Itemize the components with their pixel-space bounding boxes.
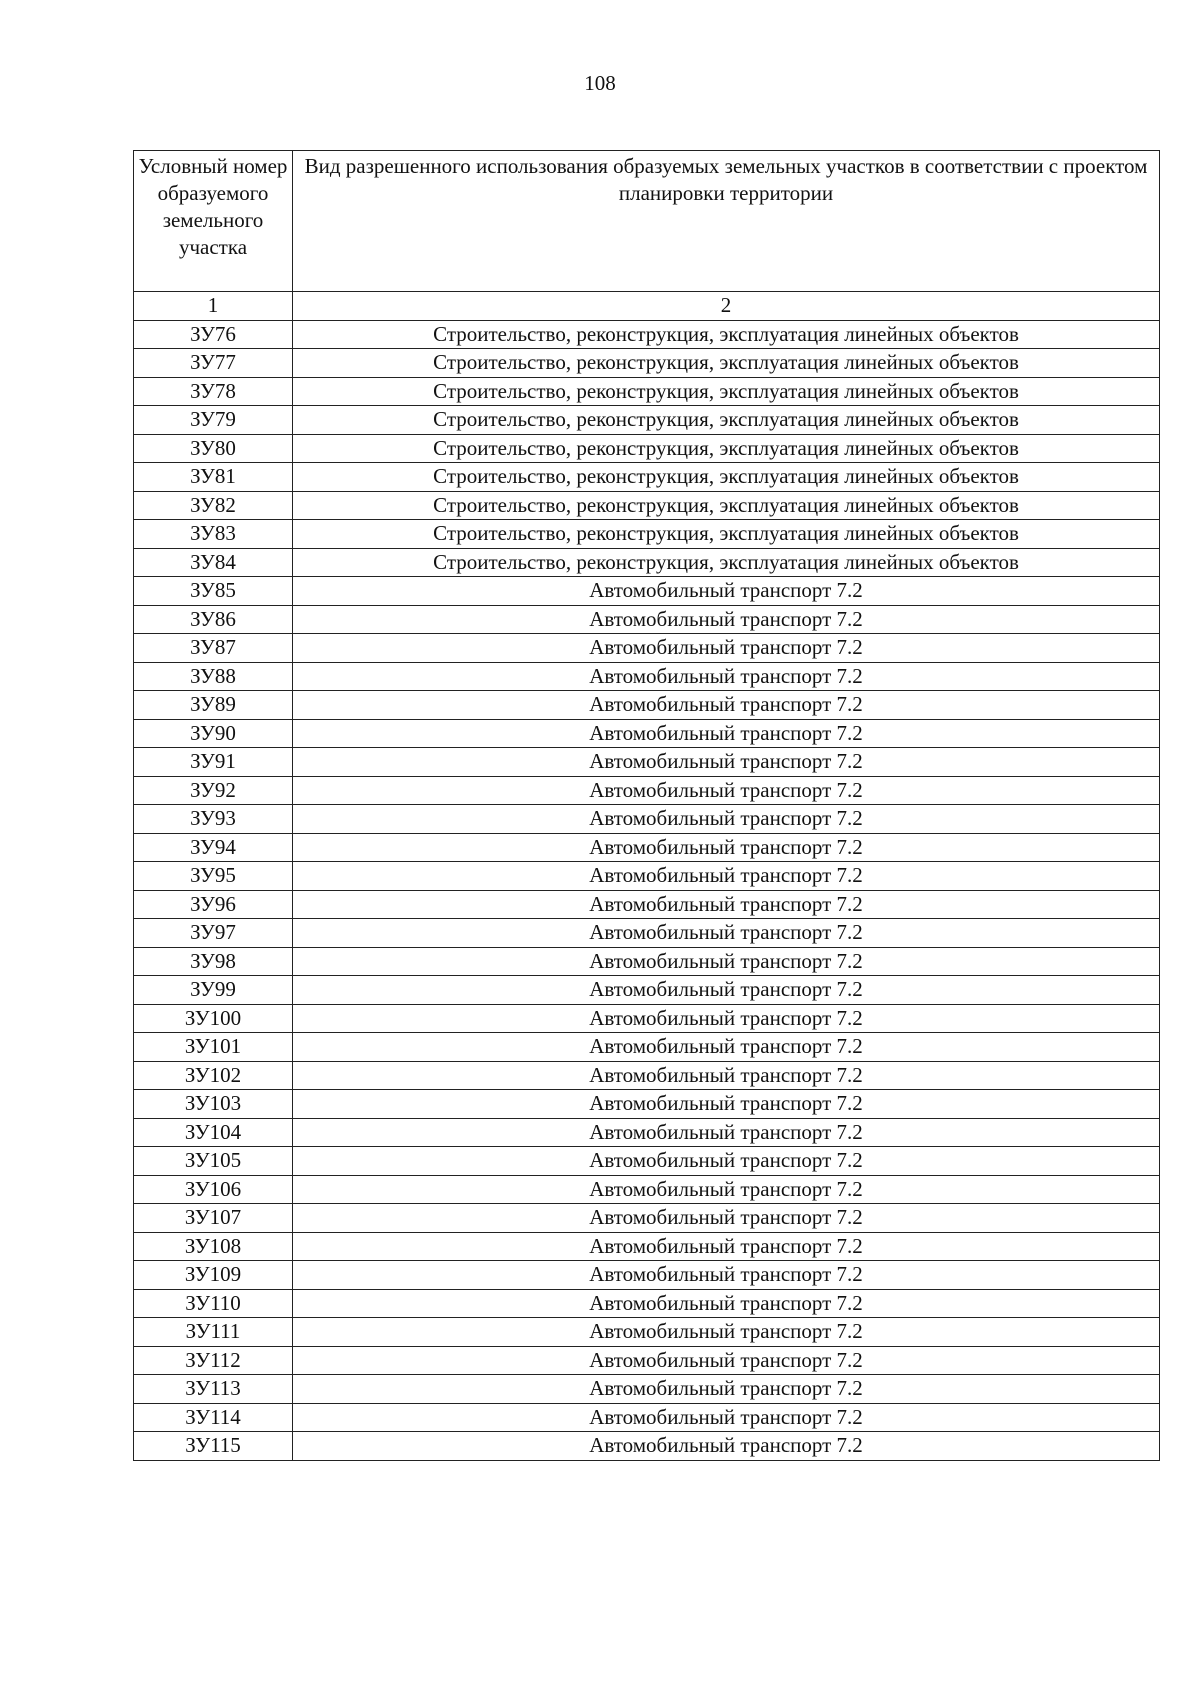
plot-number-cell: ЗУ89 (134, 691, 293, 720)
permitted-use-cell: Строительство, реконструкция, эксплуатация линейных объектов (293, 491, 1160, 520)
permitted-use-cell: Автомобильный транспорт 7.2 (293, 1061, 1160, 1090)
permitted-use-cell: Автомобильный транспорт 7.2 (293, 1090, 1160, 1119)
table-row (134, 805, 1160, 834)
plot-number-cell: ЗУ81 (134, 463, 293, 492)
plot-number-cell: ЗУ96 (134, 890, 293, 919)
permitted-use-cell: Автомобильный транспорт 7.2 (293, 805, 1160, 834)
table-row (134, 976, 1160, 1005)
permitted-use-cell: Автомобильный транспорт 7.2 (293, 1175, 1160, 1204)
plot-number-cell: ЗУ106 (134, 1175, 293, 1204)
permitted-use-cell: Строительство, реконструкция, эксплуатация линейных объектов (293, 520, 1160, 549)
table-row (134, 919, 1160, 948)
header-permitted-use: Вид разрешенного использования образуемых земельных участков в соответствии с проектом планировки территории (293, 151, 1160, 292)
plot-number-cell: ЗУ112 (134, 1346, 293, 1375)
permitted-use-cell: Автомобильный транспорт 7.2 (293, 947, 1160, 976)
table-row (134, 833, 1160, 862)
column-number-2: 2 (293, 292, 1160, 321)
table-row (134, 349, 1160, 378)
table-row (134, 520, 1160, 549)
plot-number-cell: ЗУ82 (134, 491, 293, 520)
table-row (134, 548, 1160, 577)
plot-number-cell: ЗУ107 (134, 1204, 293, 1233)
plot-number-cell: ЗУ102 (134, 1061, 293, 1090)
plot-number-cell: ЗУ115 (134, 1432, 293, 1461)
plot-number-cell: ЗУ93 (134, 805, 293, 834)
permitted-use-cell: Автомобильный транспорт 7.2 (293, 1118, 1160, 1147)
plot-number-cell: ЗУ113 (134, 1375, 293, 1404)
permitted-use-cell: Автомобильный транспорт 7.2 (293, 719, 1160, 748)
plot-number-cell: ЗУ101 (134, 1033, 293, 1062)
permitted-use-cell: Автомобильный транспорт 7.2 (293, 890, 1160, 919)
permitted-use-cell: Автомобильный транспорт 7.2 (293, 1289, 1160, 1318)
plot-number-cell: ЗУ103 (134, 1090, 293, 1119)
plot-number-cell: ЗУ80 (134, 434, 293, 463)
plot-number-cell: ЗУ105 (134, 1147, 293, 1176)
permitted-use-cell: Строительство, реконструкция, эксплуатация линейных объектов (293, 548, 1160, 577)
plot-number-cell: ЗУ108 (134, 1232, 293, 1261)
plot-number-cell: ЗУ88 (134, 662, 293, 691)
land-plots-table (133, 150, 1160, 1461)
column-number-row (134, 292, 1160, 321)
permitted-use-cell: Автомобильный транспорт 7.2 (293, 1375, 1160, 1404)
table-row (134, 947, 1160, 976)
plot-number-cell: ЗУ92 (134, 776, 293, 805)
table-row (134, 1403, 1160, 1432)
table-row (134, 890, 1160, 919)
plot-number-cell: ЗУ85 (134, 577, 293, 606)
table-row (134, 1118, 1160, 1147)
table-row (134, 1204, 1160, 1233)
permitted-use-cell: Автомобильный транспорт 7.2 (293, 1204, 1160, 1233)
permitted-use-cell: Автомобильный транспорт 7.2 (293, 862, 1160, 891)
plot-number-cell: ЗУ99 (134, 976, 293, 1005)
table-row (134, 577, 1160, 606)
permitted-use-cell: Строительство, реконструкция, эксплуатация линейных объектов (293, 434, 1160, 463)
permitted-use-cell: Автомобильный транспорт 7.2 (293, 1432, 1160, 1461)
plot-number-cell: ЗУ77 (134, 349, 293, 378)
table-row (134, 1004, 1160, 1033)
table-row (134, 1375, 1160, 1404)
table-row (134, 634, 1160, 663)
plot-number-cell: ЗУ100 (134, 1004, 293, 1033)
table-row (134, 1061, 1160, 1090)
table-row (134, 1175, 1160, 1204)
table-row (134, 1147, 1160, 1176)
plot-number-cell: ЗУ84 (134, 548, 293, 577)
plot-number-cell: ЗУ104 (134, 1118, 293, 1147)
table-row (134, 1432, 1160, 1461)
permitted-use-cell: Автомобильный транспорт 7.2 (293, 1004, 1160, 1033)
table-header-row (134, 151, 1160, 292)
table-row (134, 862, 1160, 891)
table-row (134, 1261, 1160, 1290)
header-plot-number: Условный номер образуемого земельного участка (134, 151, 293, 292)
page-number: 108 (584, 71, 616, 95)
permitted-use-cell: Автомобильный транспорт 7.2 (293, 919, 1160, 948)
permitted-use-cell: Автомобильный транспорт 7.2 (293, 1346, 1160, 1375)
permitted-use-cell: Автомобильный транспорт 7.2 (293, 634, 1160, 663)
table-row (134, 719, 1160, 748)
permitted-use-cell: Автомобильный транспорт 7.2 (293, 662, 1160, 691)
plot-number-cell: ЗУ87 (134, 634, 293, 663)
table-row (134, 1090, 1160, 1119)
plot-number-cell: ЗУ76 (134, 320, 293, 349)
permitted-use-cell: Автомобильный транспорт 7.2 (293, 1232, 1160, 1261)
permitted-use-cell: Автомобильный транспорт 7.2 (293, 1403, 1160, 1432)
table-row (134, 748, 1160, 777)
permitted-use-cell: Строительство, реконструкция, эксплуатация линейных объектов (293, 349, 1160, 378)
table-body (134, 292, 1160, 1461)
permitted-use-cell: Автомобильный транспорт 7.2 (293, 605, 1160, 634)
table-row (134, 491, 1160, 520)
table-row (134, 1033, 1160, 1062)
table-row (134, 434, 1160, 463)
plot-number-cell: ЗУ91 (134, 748, 293, 777)
permitted-use-cell: Строительство, реконструкция, эксплуатация линейных объектов (293, 463, 1160, 492)
table-row (134, 377, 1160, 406)
permitted-use-cell: Автомобильный транспорт 7.2 (293, 1033, 1160, 1062)
table-row (134, 463, 1160, 492)
permitted-use-cell: Автомобильный транспорт 7.2 (293, 1318, 1160, 1347)
permitted-use-cell: Автомобильный транспорт 7.2 (293, 1261, 1160, 1290)
plot-number-cell: ЗУ90 (134, 719, 293, 748)
plot-number-cell: ЗУ97 (134, 919, 293, 948)
permitted-use-cell: Автомобильный транспорт 7.2 (293, 748, 1160, 777)
plot-number-cell: ЗУ94 (134, 833, 293, 862)
plot-number-cell: ЗУ95 (134, 862, 293, 891)
permitted-use-cell: Автомобильный транспорт 7.2 (293, 1147, 1160, 1176)
permitted-use-cell: Автомобильный транспорт 7.2 (293, 833, 1160, 862)
permitted-use-cell: Автомобильный транспорт 7.2 (293, 976, 1160, 1005)
table-row (134, 1346, 1160, 1375)
column-number-1: 1 (134, 292, 293, 321)
table-row (134, 406, 1160, 435)
permitted-use-cell: Строительство, реконструкция, эксплуатация линейных объектов (293, 320, 1160, 349)
plot-number-cell: ЗУ111 (134, 1318, 293, 1347)
plot-number-cell: ЗУ114 (134, 1403, 293, 1432)
plot-number-cell: ЗУ79 (134, 406, 293, 435)
table-row (134, 691, 1160, 720)
table-row (134, 1318, 1160, 1347)
permitted-use-cell: Автомобильный транспорт 7.2 (293, 776, 1160, 805)
plot-number-cell: ЗУ110 (134, 1289, 293, 1318)
table-row (134, 320, 1160, 349)
permitted-use-cell: Автомобильный транспорт 7.2 (293, 691, 1160, 720)
table-row (134, 776, 1160, 805)
permitted-use-cell: Строительство, реконструкция, эксплуатация линейных объектов (293, 406, 1160, 435)
plot-number-cell: ЗУ78 (134, 377, 293, 406)
permitted-use-cell: Строительство, реконструкция, эксплуатация линейных объектов (293, 377, 1160, 406)
permitted-use-cell: Автомобильный транспорт 7.2 (293, 577, 1160, 606)
table-row (134, 662, 1160, 691)
plot-number-cell: ЗУ86 (134, 605, 293, 634)
plot-number-cell: ЗУ109 (134, 1261, 293, 1290)
plot-number-cell: ЗУ98 (134, 947, 293, 976)
table-row (134, 605, 1160, 634)
table-row (134, 1289, 1160, 1318)
plot-number-cell: ЗУ83 (134, 520, 293, 549)
table-row (134, 1232, 1160, 1261)
